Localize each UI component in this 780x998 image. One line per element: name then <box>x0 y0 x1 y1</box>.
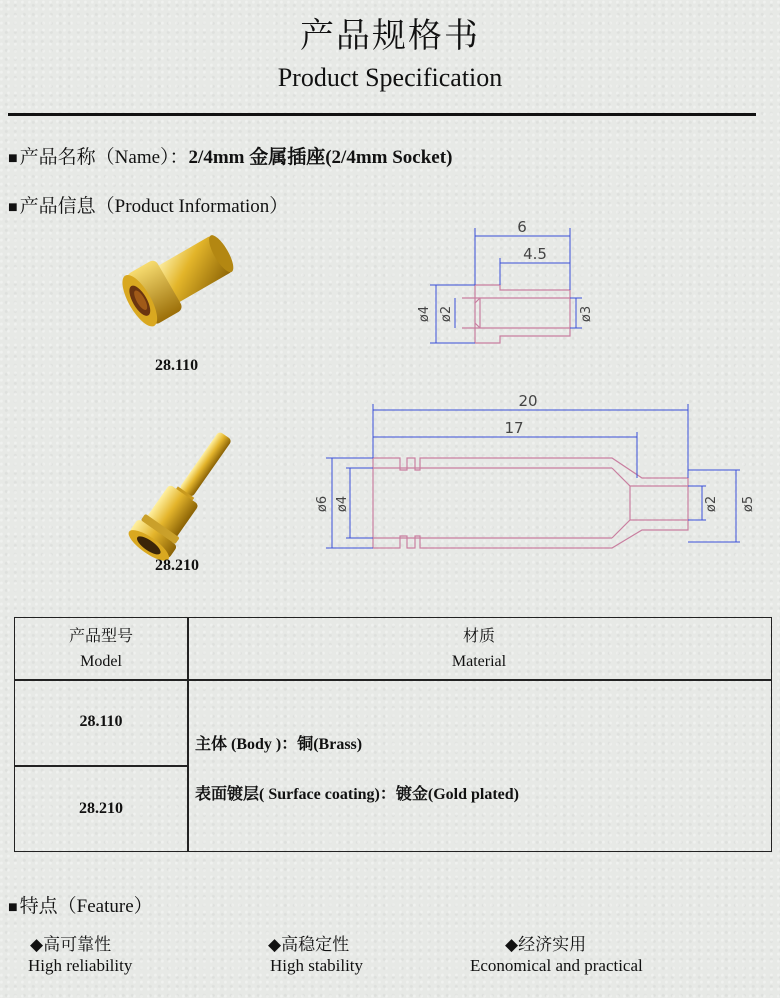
dim-28210-bore-dia: ø4 <box>335 495 350 513</box>
drawing-28210-dims <box>326 404 740 548</box>
dim-28210-pin-outer-dia: ø5 <box>741 495 756 513</box>
page-title-cn: 产品规格书 <box>300 16 480 56</box>
spec-table <box>14 617 772 852</box>
header-model-cn: 产品型号 <box>68 628 133 645</box>
product-info-label: 产品信息（Product Information） <box>19 196 289 217</box>
feature-cn-1: ◆高可靠性 <box>30 935 112 955</box>
dim-28210-length: 20 <box>518 392 538 410</box>
header-material-en: Material <box>451 653 507 670</box>
dim-28110-length: 6 <box>517 218 527 236</box>
feature-en-3: Economical and practical <box>470 956 643 975</box>
photo-caption-28110: 28.110 <box>155 357 199 374</box>
feature-label: 特点（Feature） <box>19 896 153 917</box>
product-name-label: 产品名称（Name）： <box>19 147 189 168</box>
dim-28210-inner: 17 <box>504 419 524 437</box>
table-row-model: 28.210 <box>79 800 123 817</box>
bullet-square-icon: ■ <box>8 199 18 216</box>
page-title-en: Product Specification <box>277 63 503 92</box>
dim-28110-outer-dia: ø4 <box>417 305 432 323</box>
photo-caption-28210: 28.210 <box>155 557 199 574</box>
bullet-square-icon: ■ <box>8 150 18 167</box>
table-header-model <box>15 624 187 674</box>
table-divider <box>15 765 187 767</box>
feature-en-2: High stability <box>270 956 364 975</box>
dim-28210-pin-inner-dia: ø2 <box>704 495 719 513</box>
drawing-28210-outline <box>373 458 688 548</box>
table-row-model: 28.110 <box>79 713 123 730</box>
dim-28110-inner: 4.5 <box>523 245 547 263</box>
table-header-material <box>187 624 771 674</box>
feature-cn-2: ◆高稳定性 <box>268 935 350 955</box>
dim-28110-end-dia: ø3 <box>579 305 594 323</box>
material-body-line: 主体 (Body )：铜(Brass) <box>195 736 363 753</box>
feature-en-1: High reliability <box>28 956 133 975</box>
feature-cn-3: ◆经济实用 <box>505 935 587 955</box>
feature-row <box>8 891 153 918</box>
header-model-en: Model <box>80 653 122 670</box>
dim-28110-inner-dia: ø2 <box>439 305 454 323</box>
material-coating-line: 表面镀层( Surface coating)：镀金(Gold plated) <box>195 786 519 803</box>
table-divider <box>15 679 771 681</box>
product-name-value: 2/4mm 金属插座(2/4mm Socket) <box>188 147 453 168</box>
header-material-cn: 材质 <box>462 628 495 645</box>
dim-28210-outer-dia: ø6 <box>315 495 330 513</box>
bullet-square-icon: ■ <box>8 899 18 916</box>
